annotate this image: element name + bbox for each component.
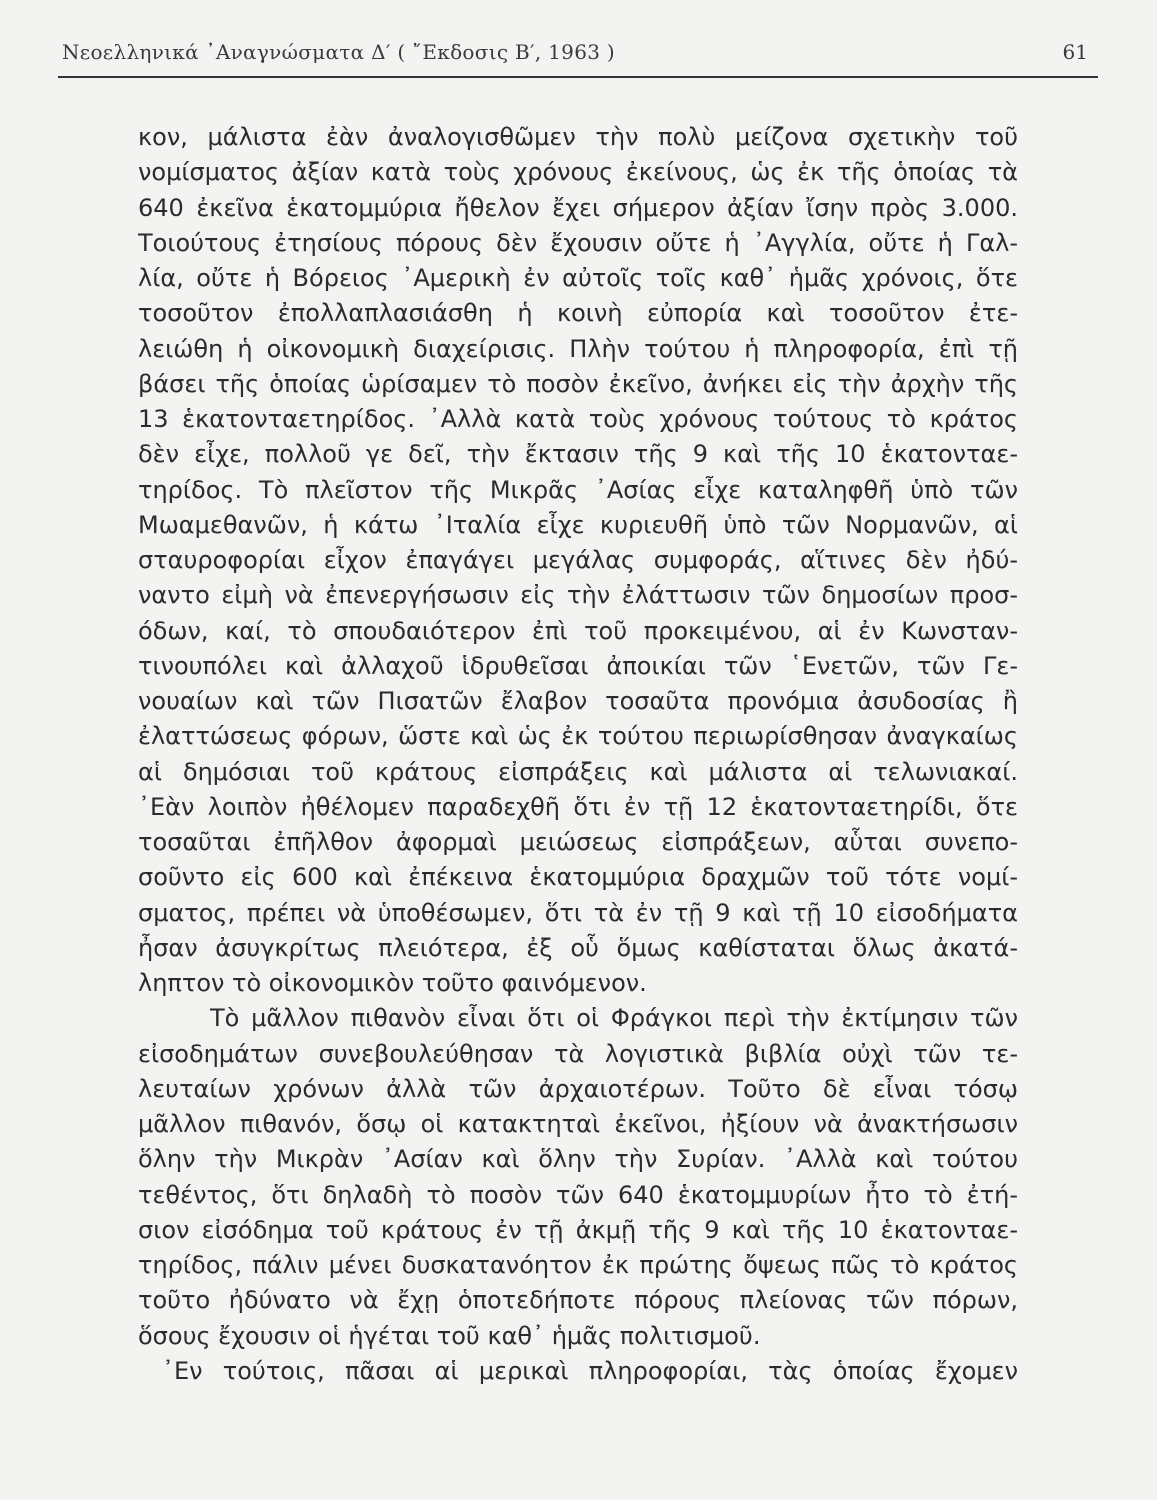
text-line: ἐλαττώσεως φόρων, ὥστε καὶ ὡς ἐκ τούτου περιωρίσθησαν ἀναγκαίως [138,722,1018,751]
text-line: ὅσους ἔχουσιν οἱ ἡγέται τοῦ καθ᾿ ἡμᾶς πολιτισμοῦ. [138,1321,761,1350]
text-line: όδων, καί, τὸ σπουδαιότερον ἐπὶ τοῦ προκειμένου, αἱ ἐν Κωνσταν- [138,616,1018,645]
text-line: ᾿Εν τούτοις, πᾶσαι αἱ μερικαὶ πληροφορίαι, τὰς ὁποίας ἔχομεν [162,1356,1018,1385]
text-line: τινουπόλει καὶ ἀλλαχοῦ ἱδρυθεῖσαι ἀποικίαι τῶν ῾Ενετῶν, τῶν Γε- [138,651,1018,680]
text-line: τεθέντος, ὅτι δηλαδὴ τὸ ποσὸν τῶν 640 ἑκατομμυρίων ἦτο τὸ ἐτή- [138,1180,1018,1209]
text-line: αἱ δημόσιαι τοῦ κράτους εἰσπράξεις καὶ μάλιστα αἱ τελωνιακαί. [138,757,1018,786]
running-title: Νεοελληνικά ᾿Αναγνώσματα Δ′ ( ῎Εκδοσις Β′, 1963 ) [62,40,616,64]
text-line: τοῦτο ἠδύνατο νὰ ἔχῃ ὁποτεδήποτε πόρους πλείονας τῶν πόρων, [138,1286,1018,1315]
text-line: δὲν εἶχε, πολλοῦ γε δεῖ, τὴν ἔκτασιν τῆς 9 καὶ τῆς 10 ἑκατονταε- [138,440,1018,469]
text-line: Τὸ μᾶλλον πιθανὸν εἶναι ὅτι οἱ Φράγκοι περὶ τὴν ἐκτίμησιν τῶν [210,1004,1018,1033]
text-line: κον, μάλιστα ἐὰν ἀναλογισθῶμεν τὴν πολὺ μείζονα σχετικὴν τοῦ [138,123,1018,151]
text-line: ληπτον τὸ οἰκονομικὸν τοῦτο φαινόμενον. [138,969,647,997]
text-line: σματος, πρέπει νὰ ὑποθέσωμεν, ὅτι τὰ ἐν τῇ 9 καὶ τῇ 10 εἰσοδήματα [138,898,1018,927]
page-number: 61 [1062,40,1088,64]
text-line: εἰσοδημάτων συνεβουλεύθησαν τὰ λογιστικὰ βιβλία οὐχὶ τῶν τε- [138,1039,1018,1068]
text-line: ναντο εἰμὴ νὰ ἐπενεργήσωσιν εἰς τὴν ἐλάττωσιν τῶν δημοσίων προσ- [138,581,1018,610]
text-line: βάσει τῆς ὁποίας ὡρίσαμεν τὸ ποσὸν ἐκεῖνο, ἀνήκει εἰς τὴν ἀρχὴν τῆς [138,369,1018,398]
text-line: ὅλην τὴν Μικρὰν ᾿Ασίαν καὶ ὅλην τὴν Συρίαν. ᾿Αλλὰ καὶ τούτου [138,1145,1018,1174]
body-text [138,120,1018,1389]
text-line: τηρίδος. Τὸ πλεῖστον τῆς Μικρᾶς ᾿Ασίας εἶχε καταληφθῆ ὑπὸ τῶν [138,475,1018,504]
text-line: τοσαῦται ἐπῆλθον ἀφορμαὶ μειώσεως εἰσπράξεων, αὗται συνεπο- [138,828,1018,856]
text-line: 640 ἐκεῖνα ἑκατομμύρια ἤθελον ἔχει σήμερον ἀξίαν ἴσην πρὸς 3.000. [138,193,1018,222]
text-line: νομίσματος ἀξίαν κατὰ τοὺς χρόνους ἐκείνους, ὡς ἐκ τῆς ὁποίας τὰ [138,158,1018,187]
text-line: τοσοῦτον ἐπολλαπλασιάσθη ἡ κοινὴ εὐπορία καὶ τοσοῦτον ἐτε- [138,299,1018,328]
text-line: Τοιούτους ἐτησίους πόρους δὲν ἔχουσιν οὔτε ἡ ᾿Αγγλία, οὔτε ἡ Γαλ- [138,228,1018,257]
text-line: μᾶλλον πιθανόν, ὅσῳ οἱ κατακτηταὶ ἐκεῖνοι, ἠξίουν νὰ ἀνακτήσωσιν [138,1110,1018,1138]
text-line: σταυροφορίαι εἶχον ἐπαγάγει μεγάλας συμφοράς, αἵτινες δὲν ἠδύ- [138,546,1018,574]
text-line: λειώθη ἡ οἰκονομικὴ διαχείρισις. Πλὴν τούτου ἡ πληροφορία, ἐπὶ τῇ [138,334,1018,363]
text-line: ἦσαν ἀσυγκρίτως πλειότερα, ἐξ οὗ ὅμως καθίσταται ὅλως ἀκατά- [138,933,1018,962]
text-line: σιον εἰσόδημα τοῦ κράτους ἐν τῇ ἀκμῇ τῆς 9 καὶ τῆς 10 ἑκατονταε- [138,1215,1018,1244]
text-line: 13 ἑκατονταετηρίδος. ᾿Αλλὰ κατὰ τοὺς χρόνους τούτους τὸ κράτος [138,405,1018,433]
text-line: Μωαμεθανῶν, ἡ κάτω ᾿Ιταλία εἶχε κυριευθῆ ὑπὸ τῶν Νορμανῶν, αἱ [138,510,1018,539]
running-head [58,36,1098,78]
text-line: ᾿Εὰν λοιπὸν ἠθέλομεν παραδεχθῆ ὅτι ἐν τῇ 12 ἑκατονταετηρίδι, ὅτε [138,792,1018,821]
text-line: λία, οὔτε ἡ Βόρειος ᾿Αμερικὴ ἐν αὐτοῖς τοῖς καθ᾿ ἡμᾶς χρόνοις, ὅτε [138,264,1018,292]
text-line: τηρίδος, πάλιν μένει δυσκατανόητον ἐκ πρώτης ὄψεως πῶς τὸ κράτος [138,1251,1018,1279]
text-line: σοῦντο εἰς 600 καὶ ἐπέκεινα ἑκατομμύρια δραχμῶν τοῦ τότε νομί- [138,863,1018,892]
text-line: νουαίων καὶ τῶν Πισατῶν ἔλαβον τοσαῦτα προνόμια ἀσυδοσίας ἢ [138,687,1018,715]
text-line: λευταίων χρόνων ἀλλὰ τῶν ἀρχαιοτέρων. Τοῦτο δὲ εἶναι τόσῳ [138,1074,1018,1103]
